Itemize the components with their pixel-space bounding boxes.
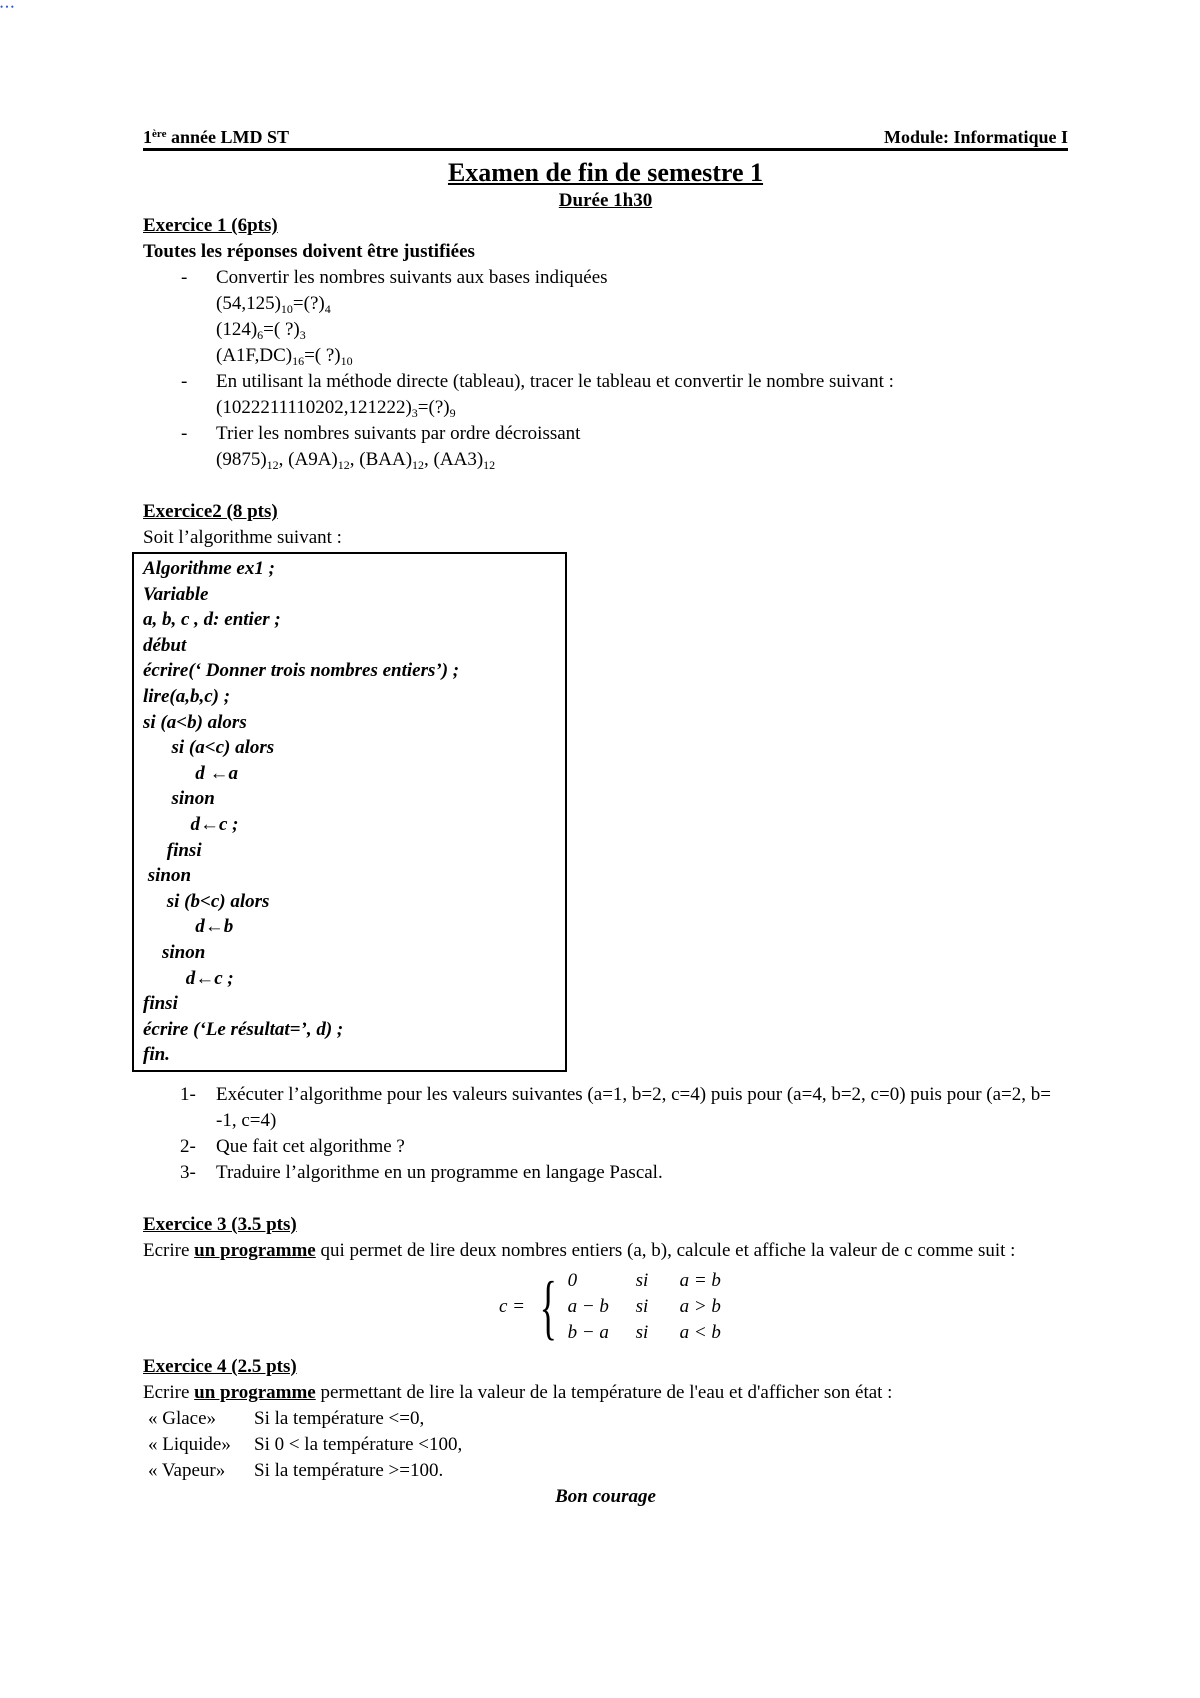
question-item (143, 1082, 1068, 1134)
sort-numbers: $(9875)_{12}$, $(A9A)_{12}$, $(BAA)_{12}$, $(AA3)_{12}$ (216, 449, 496, 472)
formula-cond: a = b (679, 1269, 721, 1291)
formula-row (568, 1268, 729, 1294)
state-condition: Si la température <=0, (254, 1407, 425, 1429)
formula-cond-word: si (635, 1269, 649, 1291)
exercise-1-instruction: Toutes les réponses doivent être justifiées (143, 241, 475, 262)
question-text: Exécuter l’algorithme pour les valeurs suivantes (a=1, b=2, c=4) puis pour (a=4, b=2, c=0) puis pour (a=2, b= -1, c=4) (216, 1083, 1051, 1131)
state-label: « Glace» (148, 1407, 217, 1429)
state-condition: Si la température >=100. (254, 1459, 444, 1481)
exercise-2-title: Exercice2 (8 pts) (143, 501, 278, 522)
exam-duration: Durée 1h30 (558, 190, 653, 211)
formula-value: 0 (567, 1269, 578, 1291)
state-row (143, 1458, 1068, 1484)
algorithm-line: lire(a,b,c) ; (143, 685, 231, 707)
page-title: Examen de fin de semestre 1 (447, 158, 764, 187)
algorithm-line: finsi (143, 993, 178, 1015)
state-row (143, 1432, 1068, 1458)
state-label: « Liquide» (148, 1433, 231, 1455)
formula-brace: { (539, 1266, 557, 1347)
algorithm-line: Variable (143, 583, 209, 605)
algorithm-line: écrire(‘ Donner trois nombres entiers’) ; (143, 660, 460, 682)
list-item: - Convertir les nombres suivants aux bases indiquées $(54,125)_{10}=(?)_4$ $(124)_6=$( $?)_3$ $(A1F,DC)_{16}=$( $?)_{10}$ (143, 265, 1068, 369)
formula-lhs: c = (499, 1295, 526, 1317)
header-module: Module: Informatique I (884, 127, 1068, 147)
algorithm-line: a, b, c , d: entier ; (143, 609, 281, 631)
question-item (143, 1134, 1068, 1160)
closing-message: Bon courage (555, 1485, 656, 1507)
algorithm-line: écrire (‘Le résultat=’, d) ; (143, 1018, 344, 1040)
question-number: 2- (180, 1135, 196, 1157)
formula-row (568, 1320, 729, 1346)
state-label: « Vapeur» (148, 1459, 226, 1481)
exercise-3 (143, 1212, 1068, 1346)
question-number: 1- (180, 1083, 196, 1105)
algorithm-line: Algorithme ex1 ; (143, 558, 275, 579)
algorithm-line: d←b (143, 916, 234, 938)
header-level: 1ère année LMD ST (143, 127, 289, 147)
water-states (143, 1406, 1068, 1484)
algorithm-line: sinon (143, 941, 206, 963)
conversion-4: $(1022211110202,121222)_3=(?)_9$ (216, 397, 456, 420)
algorithm-line: d←c ; (143, 967, 234, 989)
algorithm-line: finsi (143, 839, 202, 861)
page-header (143, 120, 1068, 148)
algorithm-line: d ←a (143, 762, 238, 784)
conversion-3: $(A1F,DC)_{16}=$( $?)_{10}$ (216, 345, 353, 368)
exercise-1-title: Exercice 1 (6pts) (143, 215, 278, 236)
exercise-2-intro: Soit l’algorithme suivant : (143, 527, 342, 548)
list-item: - Trier les nombres suivants par ordre décroissant $(9875)_{12}$, $(A9A)_{12}$, $(BAA)_{12}$, $(AA3)_{12}$ (143, 421, 1068, 473)
question-number: 3- (180, 1161, 196, 1183)
algorithm-line: d←c ; (143, 813, 239, 835)
algorithm-line: sinon (143, 865, 192, 887)
formula-cond-word: si (635, 1321, 649, 1343)
algorithm-line: si (b<c) alors (143, 890, 270, 912)
algorithm-line: début (143, 634, 187, 656)
formula-cond: a < b (679, 1321, 721, 1343)
conversion-2: $(124)_6=$( $?)_3$ (216, 319, 306, 342)
algorithm-line: fin. (143, 1044, 170, 1066)
exam-page (143, 120, 1068, 1510)
exercise-2-questions (143, 1082, 1068, 1186)
list-item: - En utilisant la méthode directe (tableau), tracer le tableau et convertir le nombre suivant : $(1022211110202,121222)_3=(?)_9$ (143, 369, 1068, 421)
conversion-1: $(54,125)_{10}=(?)_4$ (216, 293, 331, 316)
exercise-2 (143, 499, 1068, 1186)
formula-cond: a > b (679, 1295, 721, 1317)
question-text: Traduire l’algorithme en un programme en langage Pascal. (216, 1161, 663, 1183)
corner-mark: • • • (0, 2, 14, 12)
formula-value: a − b (567, 1295, 609, 1317)
formula-cases (568, 1268, 729, 1346)
exercise-4-text: Ecrire un programme permettant de lire la valeur de la température de l'eau et d'afficher son état : (143, 1381, 893, 1403)
state-condition: Si 0 < la température <100, (254, 1433, 463, 1455)
formula-cond-word: si (635, 1295, 649, 1317)
exercise-1-items (143, 265, 1068, 473)
algorithm-line: sinon (143, 788, 215, 810)
algorithm-line: si (a<b) alors (143, 711, 247, 733)
question-item (143, 1160, 1068, 1186)
exercise-1 (143, 213, 1068, 473)
exercise-4 (143, 1354, 1068, 1484)
exercise-4-title: Exercice 4 (2.5 pts) (143, 1355, 297, 1377)
formula-value: b − a (567, 1321, 609, 1343)
state-row (143, 1406, 1068, 1432)
algorithm-box (132, 552, 567, 1072)
algorithm-line: si (a<c) alors (143, 737, 275, 759)
piecewise-formula (499, 1268, 1068, 1346)
question-text: Que fait cet algorithme ? (216, 1135, 405, 1157)
formula-row (568, 1294, 729, 1320)
exercise-3-text: Ecrire un programme qui permet de lire deux nombres entiers (a, b), calcule et affiche la valeur de c comme suit : (143, 1239, 1016, 1261)
exercise-3-title: Exercice 3 (3.5 pts) (143, 1213, 297, 1235)
